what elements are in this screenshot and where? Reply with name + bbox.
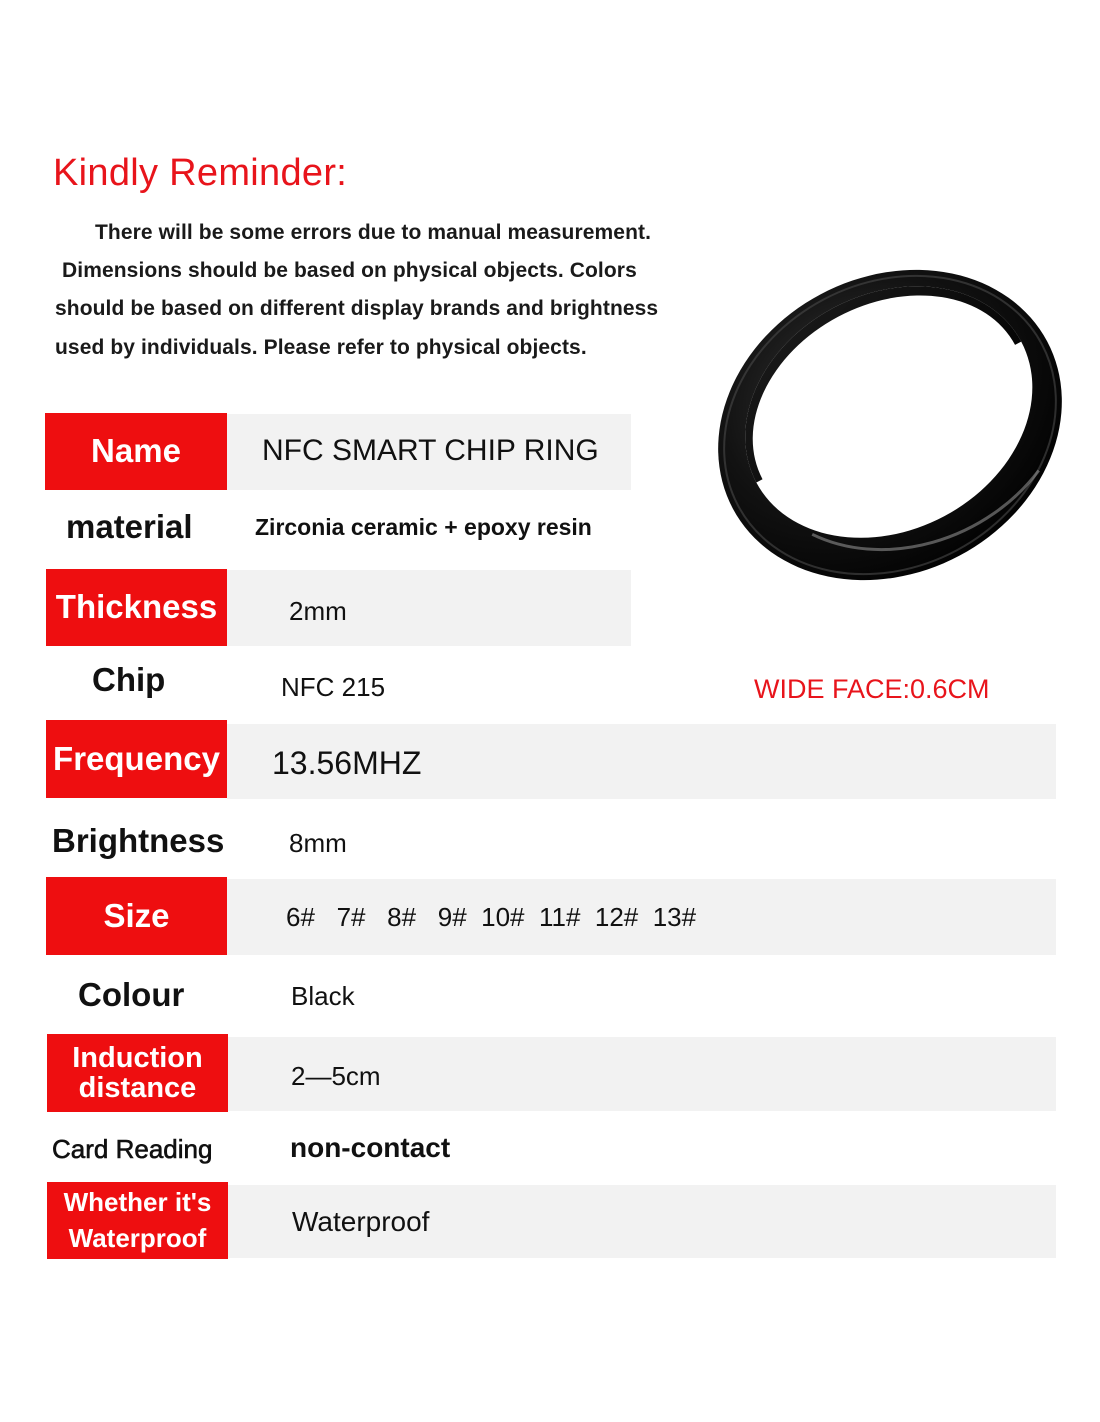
label-brightness: Brightness [52,822,225,859]
reminder-line-2: Dimensions should be based on physical objects. Colors [62,259,637,282]
ring-image [700,235,1080,615]
reminder-line-1: There will be some errors due to manual measurement. [95,221,652,244]
value-size: 6# 7# 8# 9# 10# 11# 12# 13# [286,902,697,932]
label-size: Size [46,877,227,955]
value-waterproof: Waterproof [292,1206,430,1237]
value-card-reading: non-contact [290,1132,451,1163]
value-material: Zirconia ceramic + epoxy resin [255,514,592,540]
value-brightness: 8mm [289,828,347,858]
row-bg-thickness [227,570,631,646]
label-waterproof: Whether it's Waterproof [47,1182,228,1259]
label-name: Name [45,413,227,490]
value-name: NFC SMART CHIP RING [262,434,599,467]
reminder-line-3: should be based on different display brands and brightness [55,297,659,320]
value-colour: Black [291,981,355,1011]
wide-face-label: WIDE FACE:0.6CM [754,674,990,704]
reminder-title: Kindly Reminder: [53,152,348,194]
label-material: material [66,508,193,545]
value-thickness: 2mm [289,596,347,626]
label-chip: Chip [92,661,166,698]
reminder-line-4: used by individuals. Please refer to physical objects. [55,336,587,359]
label-induction-distance: Induction distance [47,1034,228,1112]
value-frequency: 13.56MHZ [272,745,422,781]
value-chip: NFC 215 [281,672,386,702]
label-colour: Colour [78,976,185,1013]
label-card-reading: Card Reading [52,1134,213,1164]
label-thickness: Thickness [46,569,227,646]
value-induction-distance: 2—5cm [291,1061,381,1091]
label-frequency: Frequency [46,720,227,798]
